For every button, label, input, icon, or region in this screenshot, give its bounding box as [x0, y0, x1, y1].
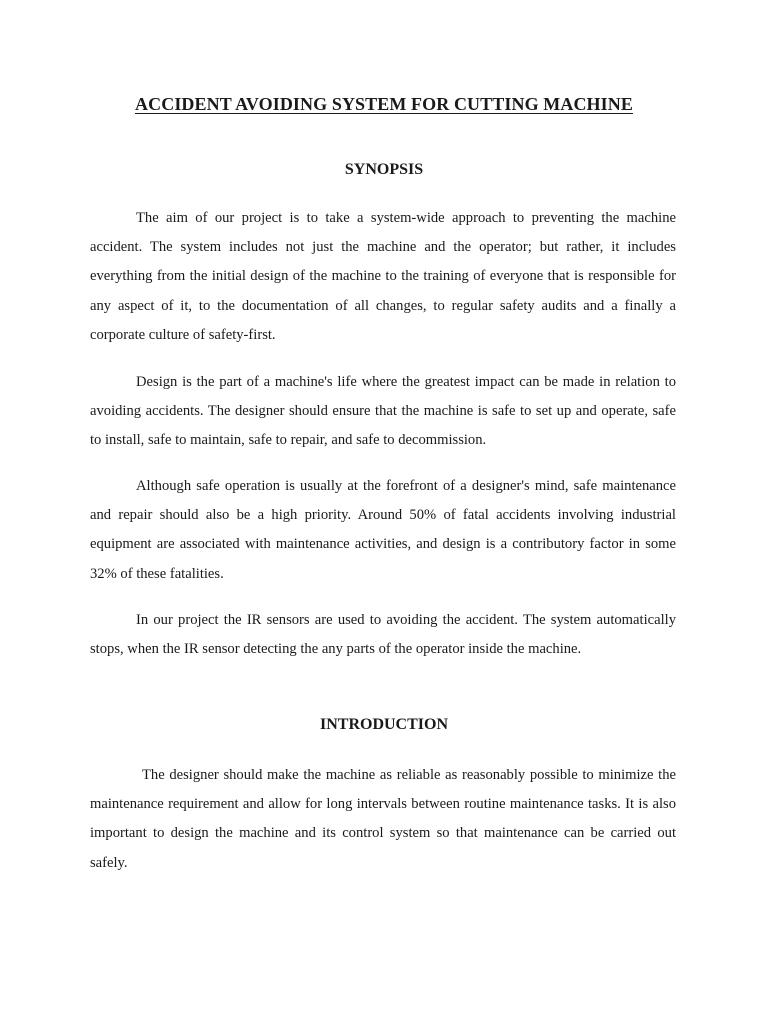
paragraph-text: In our project the IR sensors are used to avoiding the accident. The system automatically stops, when the IR sensor detecting the any parts of the operator inside the machine.: [90, 612, 676, 658]
introduction-paragraph-1: [90, 761, 676, 878]
synopsis-paragraph-4: [90, 606, 676, 664]
section-heading-synopsis: SYNOPSIS: [344, 161, 424, 178]
paragraph-text: Although safe operation is usually at the forefront of a designer's mind, safe maintenance and repair should also be a high priority. Around 50% of fatal accidents involving industrial equipment are associated with maintenance activities, and design is a contributory factor in some 32% of these fatalities.: [90, 478, 676, 582]
document-title: ACCIDENT AVOIDING SYSTEM FOR CUTTING MACHINE: [135, 94, 633, 114]
paragraph-text: The aim of our project is to take a system-wide approach to preventing the machine accident. The system includes not just the machine and the operator; but rather, it includes everything from the initial design of the machine to the training of everyone that is responsible for any aspect of it, to the documentation of all changes, to regular safety audits and a finally a corporate culture of safety-first.: [90, 210, 676, 343]
synopsis-paragraph-3: [90, 472, 676, 589]
synopsis-paragraph-2: [90, 368, 676, 456]
section-heading-introduction: INTRODUCTION: [319, 716, 448, 733]
paragraph-text: Design is the part of a machine's life where the greatest impact can be made in relation to avoiding accidents. The designer should ensure that the machine is safe to set up and operate, safe to install, safe to maintain, safe to repair, and safe to decommission.: [90, 374, 676, 449]
synopsis-paragraph-1: [90, 204, 676, 350]
paragraph-text: The designer should make the machine as reliable as reasonably possible to minimize the maintenance requirement and allow for long intervals between routine maintenance tasks. It is also important to design the machine and its control system so that maintenance can be carried out safely.: [90, 767, 676, 871]
